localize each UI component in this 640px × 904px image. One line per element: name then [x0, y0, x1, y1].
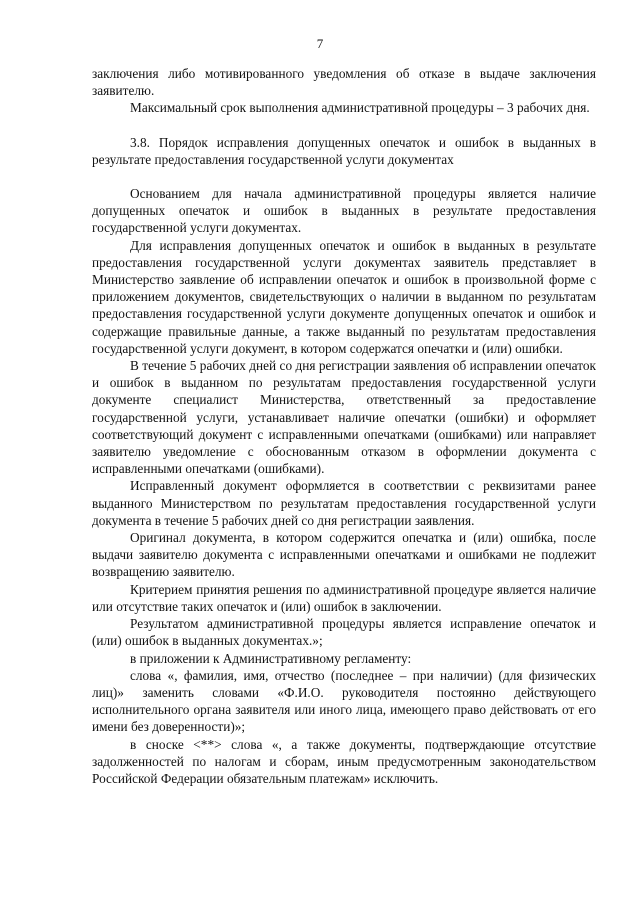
document-body — [92, 65, 596, 787]
paragraph-continuation: заключения либо мотивированного уведомления об отказе в выдаче заключения заявителю. — [92, 66, 596, 99]
paragraph-corrected-document: Исправленный документ оформляется в соответствии с реквизитами ранее выданного Министерством по результатам предоставления государственной услуги документа в течение 5 рабочих дней со дня регистрации заявления. — [92, 478, 596, 528]
paragraph-footnote: в сноске <**> слова «, а также документы, подтверждающие отсутствие задолженностей по налогам и сборам, иным предусмотренным законодательством Российской Федерации обязательным платежам» исключить. — [92, 736, 596, 786]
paragraph-appendix: в приложении к Административному регламенту: — [130, 650, 412, 666]
paragraph-criterion: Критерием принятия решения по административной процедуре является наличие или отсутствие таких опечаток и (или) ошибок в заключении. — [92, 581, 596, 614]
section-heading-3-8: 3.8. Порядок исправления допущенных опечаток и ошибок в выданных в результате предоставления государственной услуги документах — [92, 134, 596, 167]
paragraph-result: Результатом административной процедуры является исправление опечаток и (или) ошибок в выданных документах.»; — [92, 616, 596, 649]
paragraph-five-days: В течение 5 рабочих дней со дня регистрации заявления об исправлении опечаток и ошибок в выданном по результатам предоставления государственной услуги документе специалист Министерства, ответственный за предоставление государственной услуги, устанавливает наличие опечатки (ошибки) и оформляет соответствующий документ с исправленными опечатками (ошибками) или направляет заявителю уведомление с обоснованным отказом в оформлении документа с исправленными опечатками (ошибками). — [92, 358, 596, 477]
paragraph-original-document: Оригинал документа, в котором содержится опечатка и (или) ошибка, после выдачи заявителю документа с исправленными опечатками и ошибками не подлежит возвращению заявителю. — [92, 530, 596, 580]
page-number: 7 — [316, 36, 324, 51]
paragraph-correction-request: Для исправления допущенных опечаток и ошибок в выданных в результате предоставления государственной услуги документах заявитель представляет в Министерство заявление об исправлении опечаток и ошибок в произвольной форме с приложением документов, свидетельствующих о наличии в выданном по результатам предоставления государственной услуги документе допущенных опечаток и ошибок и содержащие правильные данные, а также выданный по результатам предоставления государственной услуги документ, в котором содержатся опечатки и (или) ошибки. — [92, 237, 596, 356]
paragraph-words-replace: слова «, фамилия, имя, отчество (последнее – при наличии) (для физических лиц)» заменить словами «Ф.И.О. руководителя постоянно действующего исполнительного органа заявителя или иного лица, имеющего право действовать от его имени без доверенности)»; — [92, 667, 596, 735]
paragraph-basis: Основанием для начала административной процедуры является наличие допущенных опечаток и ошибок в выданных в результате предоставления государственной услуги документах. — [92, 186, 596, 236]
paragraph-max-term: Максимальный срок выполнения административной процедуры – 3 рабочих дня. — [130, 100, 590, 116]
